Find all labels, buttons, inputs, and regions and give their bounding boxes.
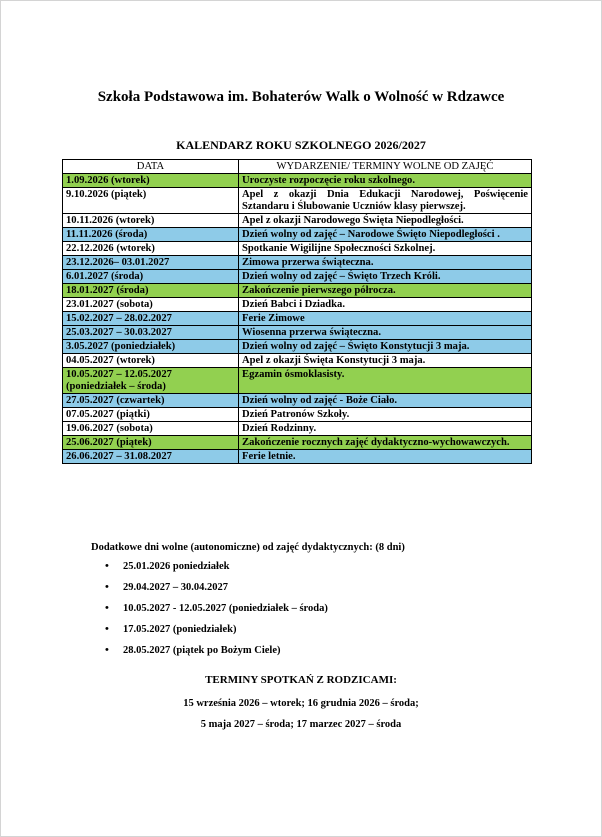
row-date: 15.02.2027 – 28.02.2027 — [63, 312, 239, 326]
meetings-title: TERMINY SPOTKAŃ Z RODZICAMI: — [205, 674, 397, 686]
list-item-text: 17.05.2027 (poniedziałek) — [123, 624, 237, 635]
row-date: 07.05.2027 (piątki) — [63, 408, 239, 422]
table-row — [63, 368, 532, 394]
list-item — [105, 577, 328, 598]
row-event: Apel z okazji Dnia Edukacji Narodowej, Poświęcenie Sztandaru i Ślubowanie Uczniów klasy pierwszej. — [239, 188, 532, 214]
list-item — [105, 619, 328, 640]
row-date: 22.12.2026 (wtorek) — [63, 242, 239, 256]
table-row — [63, 298, 532, 312]
row-event: Dzień Rodzinny. — [239, 422, 532, 436]
row-date: 04.05.2027 (wtorek) — [63, 354, 239, 368]
row-date: 1.09.2026 (wtorek) — [63, 174, 239, 188]
row-event: Dzień Babci i Dziadka. — [239, 298, 532, 312]
list-item — [105, 598, 328, 619]
table-row — [63, 214, 532, 228]
row-event: Ferie letnie. — [239, 450, 532, 464]
calendar-table — [62, 159, 532, 464]
meetings-line: 15 września 2026 – wtorek; 16 grudnia 2026 – środa; — [183, 698, 419, 709]
table-row — [63, 450, 532, 464]
table-row — [63, 174, 532, 188]
row-event: Dzień wolny od zajęć – Święto Konstytucji 3 maja. — [239, 340, 532, 354]
table-row — [63, 256, 532, 270]
row-date: 6.01.2027 (środa) — [63, 270, 239, 284]
row-date: 26.06.2027 – 31.08.2027 — [63, 450, 239, 464]
row-event: Dzień wolny od zajęć – Narodowe Święto Niepodległości . — [239, 228, 532, 242]
row-event: Zimowa przerwa świąteczna. — [239, 256, 532, 270]
row-event: Apel z okazji Święta Konstytucji 3 maja. — [239, 354, 532, 368]
list-item-text: 25.01.2026 poniedziałek — [123, 561, 230, 572]
table-row — [63, 284, 532, 298]
bullet-icon: • — [105, 581, 109, 593]
table-row — [63, 354, 532, 368]
list-item-text: 10.05.2027 - 12.05.2027 (poniedziałek – środa) — [123, 603, 328, 614]
extra-days-list — [105, 556, 328, 661]
bullet-icon: • — [105, 602, 109, 614]
row-event: Dzień wolny od zajęć – Święto Trzech Króli. — [239, 270, 532, 284]
table-row — [63, 436, 532, 450]
table-row — [63, 408, 532, 422]
row-date: 3.05.2027 (poniedziałek) — [63, 340, 239, 354]
row-date: 19.06.2027 (sobota) — [63, 422, 239, 436]
row-date: 9.10.2026 (piątek) — [63, 188, 239, 214]
meetings-line: 5 maja 2027 – środa; 17 marzec 2027 – środa — [200, 719, 402, 730]
row-event: Uroczyste rozpoczęcie roku szkolnego. — [239, 174, 532, 188]
row-event: Ferie Zimowe — [239, 312, 532, 326]
row-event: Spotkanie Wigilijne Społeczności Szkolnej. — [239, 242, 532, 256]
table-row — [63, 242, 532, 256]
table-row — [63, 312, 532, 326]
calendar-title: KALENDARZ ROKU SZKOLNEGO 2026/2027 — [176, 138, 426, 152]
bullet-icon: • — [105, 560, 109, 572]
bullet-icon: • — [105, 623, 109, 635]
extra-days-title: Dodatkowe dni wolne (autonomiczne) od zajęć dydaktycznych: (8 dni) — [91, 542, 405, 553]
row-event: Apel z okazji Narodowego Święta Niepodległości. — [239, 214, 532, 228]
column-header-event: WYDARZENIE/ TERMINY WOLNE OD ZAJĘĆ — [239, 160, 532, 174]
table-row — [63, 228, 532, 242]
row-date: 23.01.2027 (sobota) — [63, 298, 239, 312]
row-date: 10.05.2027 – 12.05.2027 (poniedziałek – środa) — [63, 368, 239, 394]
list-item — [105, 556, 328, 577]
row-date: 23.12.2026– 03.01.2027 — [63, 256, 239, 270]
row-event: Wiosenna przerwa świąteczna. — [239, 326, 532, 340]
row-date: 11.11.2026 (środa) — [63, 228, 239, 242]
row-date: 25.03.2027 – 30.03.2027 — [63, 326, 239, 340]
table-row — [63, 326, 532, 340]
calendar-table-body — [63, 174, 532, 464]
list-item-text: 28.05.2027 (piątek po Bożym Ciele) — [123, 645, 281, 656]
row-date: 27.05.2027 (czwartek) — [63, 394, 239, 408]
row-date: 18.01.2027 (środa) — [63, 284, 239, 298]
list-item-text: 29.04.2027 – 30.04.2027 — [123, 582, 228, 593]
table-row — [63, 422, 532, 436]
row-event: Dzień Patronów Szkoły. — [239, 408, 532, 422]
row-event: Dzień wolny od zajęć - Boże Ciało. — [239, 394, 532, 408]
bullet-icon: • — [105, 644, 109, 656]
row-event: Egzamin ósmoklasisty. — [239, 368, 532, 394]
table-row — [63, 394, 532, 408]
list-item — [105, 640, 328, 661]
row-event: Zakończenie pierwszego półrocza. — [239, 284, 532, 298]
column-header-date: DATA — [63, 160, 239, 174]
row-date: 10.11.2026 (wtorek) — [63, 214, 239, 228]
table-row — [63, 270, 532, 284]
table-row — [63, 188, 532, 214]
row-event: Zakończenie rocznych zajęć dydaktyczno-wychowawczych. — [239, 436, 532, 450]
school-name: Szkoła Podstawowa im. Bohaterów Walk o Wolność w Rdzawce — [97, 89, 505, 105]
table-row — [63, 340, 532, 354]
row-date: 25.06.2027 (piątek) — [63, 436, 239, 450]
